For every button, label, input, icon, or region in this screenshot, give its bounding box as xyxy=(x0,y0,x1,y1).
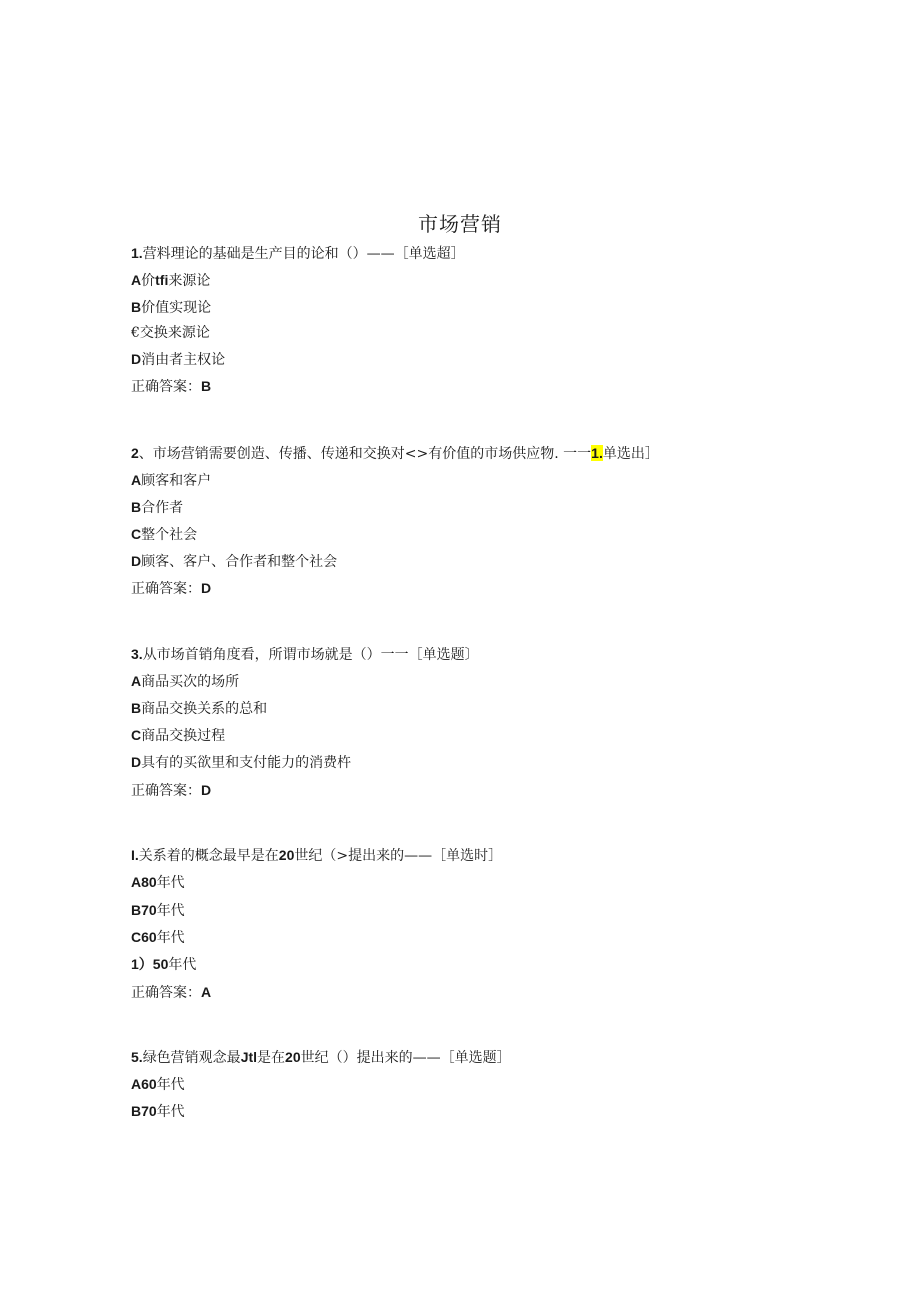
question-2-option-a: A顾客和客户 xyxy=(131,472,212,489)
question-1-answer: 正确答案：B xyxy=(131,378,212,395)
question-1-stem xyxy=(131,243,465,264)
question-5-option-b: B70年代 xyxy=(131,1103,185,1120)
question-3-option-d: D具有的买欲里和支付能力的消费杵 xyxy=(131,754,352,771)
question-text: 绿色营销观念最 xyxy=(142,1050,241,1066)
highlighted-text: 1. xyxy=(591,445,603,461)
question-2-answer: 正确答案：D xyxy=(131,580,212,597)
question-3-option-a: A商品买次的场所 xyxy=(131,673,240,690)
question-number: 1. xyxy=(131,245,143,261)
answer-value: D xyxy=(201,782,212,798)
question-number: I. xyxy=(131,847,139,863)
question-5-option-a: A60年代 xyxy=(131,1076,185,1093)
answer-value: B xyxy=(201,378,212,394)
question-3-stem xyxy=(131,644,479,665)
question-4-answer: 正确答案：A xyxy=(131,984,212,1001)
question-4-stem: I.关系着的概念最早是在20世纪（>提出来的——［单选时］ xyxy=(131,847,503,864)
question-1-option-d: D消由者主权论 xyxy=(131,351,226,368)
question-text: 关系着的概念最早是在 xyxy=(138,848,279,864)
question-4-option-a: A80年代 xyxy=(131,874,185,891)
question-2-option-b: B合作者 xyxy=(131,499,184,516)
question-2-option-c: C整个社会 xyxy=(131,526,198,543)
question-5-stem: 5.绿色营销观念最Jtl是在20世纪（）提出来的——［单选题］ xyxy=(131,1049,511,1066)
question-4-option-b: B70年代 xyxy=(131,902,185,919)
question-1-option-a: A价tfi来源论 xyxy=(131,272,211,289)
question-1-option-b: B价值实现论 xyxy=(131,299,212,316)
question-3-option-c: C商品交换过程 xyxy=(131,727,226,744)
question-number: 3. xyxy=(131,646,143,662)
question-1-option-c: €交换来源论 xyxy=(131,325,210,341)
question-number: 2 xyxy=(131,445,139,461)
question-text: 营料理论的基础是生产目的论和（）——［单选超］ xyxy=(142,246,465,262)
question-text: 、市场营销需要创造、传播、传递和交换对<>有价值的市场供应物. 一一 xyxy=(138,446,592,462)
question-4-option-c: C60年代 xyxy=(131,929,185,946)
page-title: 市场营销 xyxy=(418,212,502,236)
question-text: 从市场首销角度看，所谓市场就是（）一一［单选题〕 xyxy=(142,647,479,663)
answer-value: D xyxy=(201,580,212,596)
question-2-option-d: D顾客、客户、合作者和整个社会 xyxy=(131,553,338,570)
question-4-option-d: 1）50年代 xyxy=(131,956,197,973)
question-3-option-b: B商品交换关系的总和 xyxy=(131,700,268,717)
question-number: 5. xyxy=(131,1049,143,1065)
answer-value: A xyxy=(201,984,212,1000)
question-2-stem: 2、市场营销需要创造、传播、传递和交换对<>有价值的市场供应物. 一一1.单选出］ xyxy=(131,445,659,462)
question-3-answer: 正确答案：D xyxy=(131,782,212,799)
